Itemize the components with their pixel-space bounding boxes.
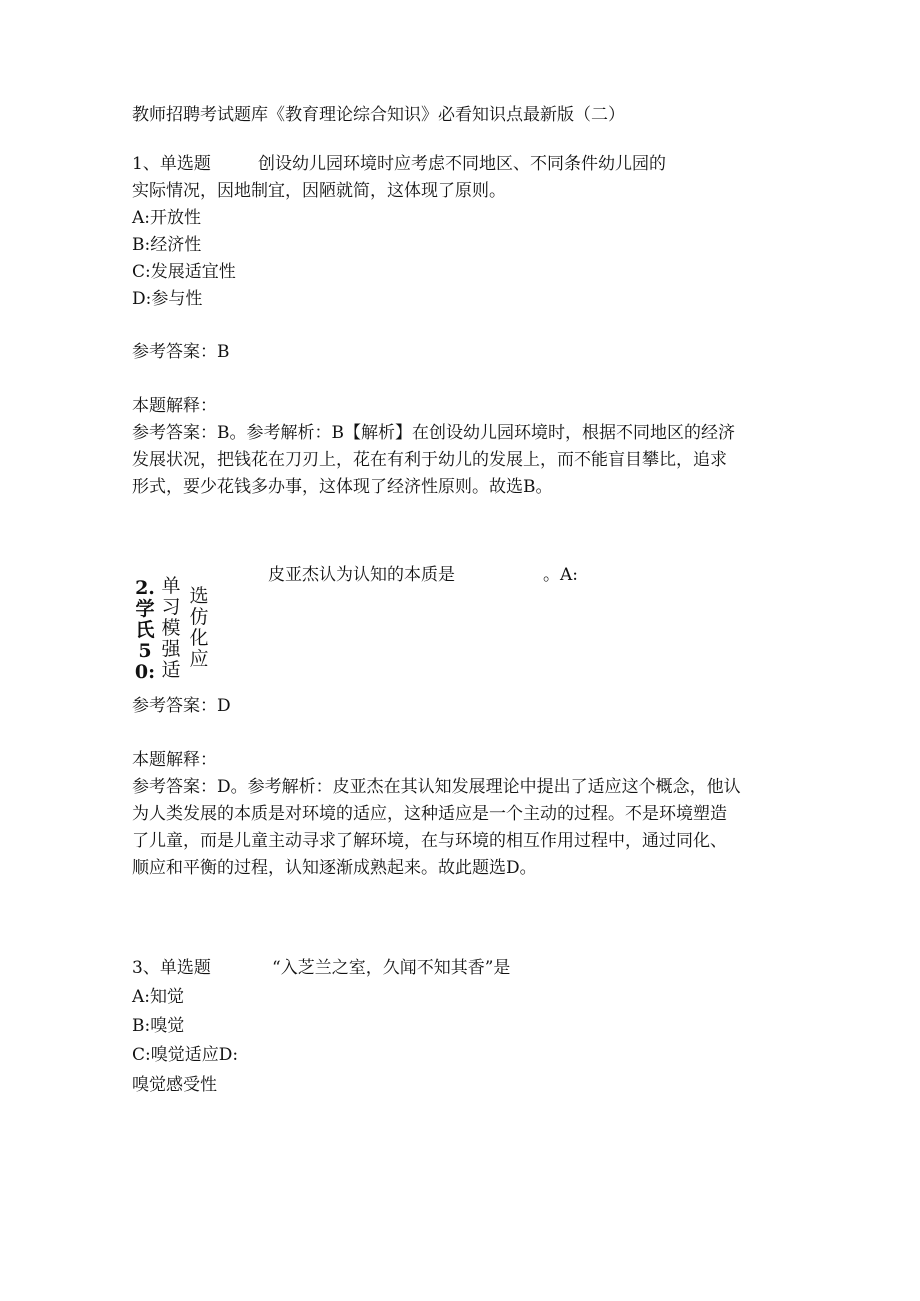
q1-option-a: A:开放性 [132, 208, 202, 228]
q2-explain-label: 本题解释： [132, 750, 217, 770]
q3-option-a: A:知觉 [132, 987, 185, 1007]
q1-option-d: D:参与性 [132, 289, 203, 309]
q2-garbled-column: 2.学氏50: [134, 577, 156, 683]
q1-explain-line: 参考答案：B。参考解析：B【解析】在创设幼儿园环境时，根据不同地区的经济 [132, 423, 735, 443]
q1-stem-line2: 实际情况，因地制宜，因陋就简，这体现了原则。 [132, 181, 506, 201]
q1-option-b: B:经济性 [132, 235, 202, 255]
q3-option-b: B:嗅觉 [132, 1016, 185, 1036]
q2-answer: 参考答案：D [132, 696, 231, 716]
q2-explain-line: 为人类发展的本质是对环境的适应，这种适应是一个主动的过程。不是环境塑造 [132, 804, 727, 824]
q2-explain-line: 了儿童，而是儿童主动寻求了解环境，在与环境的相互作用过程中，通过同化、 [132, 831, 727, 851]
q1-answer: 参考答案：B [132, 342, 230, 362]
q1-explain-line: 发展状况，把钱花在刀刃上，花在有利于幼儿的发展上，而不能盲目攀比，追求 [132, 450, 727, 470]
q2-stem-tail: 。A: [543, 565, 579, 585]
q2-garbled-column: 选仿化应 [189, 585, 209, 670]
q1-number-type: 1、单选题 [132, 154, 211, 174]
q3-number-type: 3、单选题 [132, 958, 211, 978]
q2-stem: 皮亚杰认为认知的本质是 [268, 565, 455, 585]
q1-explain-label: 本题解释： [132, 396, 217, 416]
q3-option-c: C:嗅觉适应D: [132, 1045, 239, 1065]
q3-last-line: 嗅觉感受性 [132, 1075, 217, 1095]
q1-option-c: C:发展适宜性 [132, 262, 236, 282]
doc-title: 教师招聘考试题库《教育理论综合知识》必看知识点最新版（二） [132, 105, 625, 125]
q1-stem-line1: 创设幼儿园环境时应考虑不同地区、不同条件幼儿园的 [258, 154, 666, 174]
q2-garbled-column: 单习模强适 [161, 575, 181, 681]
q1-explain-line: 形式，要少花钱多办事，这体现了经济性原则。故选B。 [132, 477, 553, 497]
q3-stem: “入芝兰之室，久闻不知其香”是 [272, 958, 511, 978]
q2-explain-line: 顺应和平衡的过程，认知逐渐成熟起来。故此题选D。 [132, 858, 537, 878]
q2-explain-line: 参考答案：D。参考解析：皮亚杰在其认知发展理论中提出了适应这个概念，他认 [132, 777, 741, 797]
